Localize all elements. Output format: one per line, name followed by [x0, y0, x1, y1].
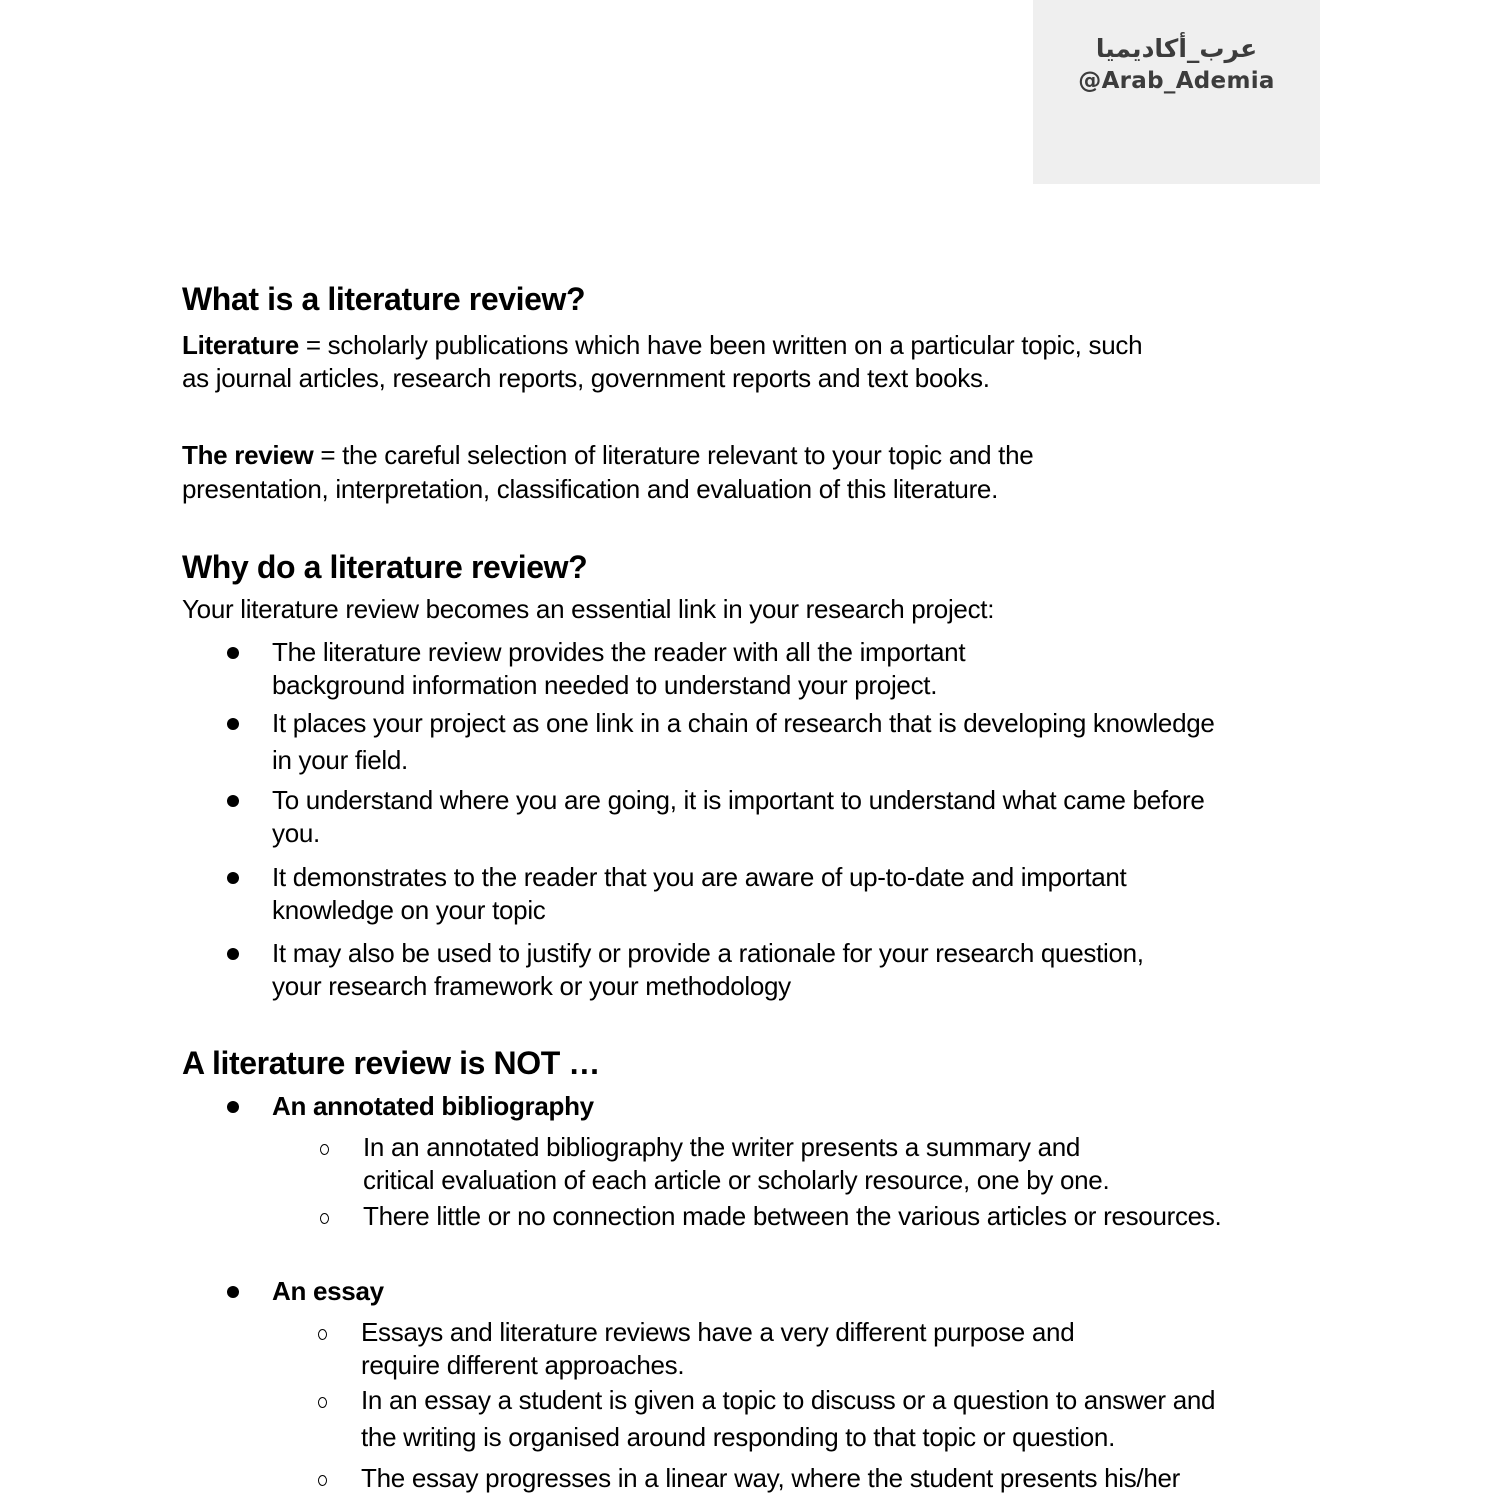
heading-why-do: Why do a literature review? [182, 549, 588, 585]
essay-title: An essay [272, 1276, 384, 1306]
bullet-icon [227, 718, 239, 730]
review-definition-line2: presentation, interpretation, classification and evaluation of this literature. [182, 474, 999, 504]
review-term: The review [182, 440, 314, 470]
review-definition-text: = the careful selection of literature relevant to your topic and the [313, 440, 1034, 470]
watermark-arabic-text: عرب_أكاديميا [1095, 34, 1258, 63]
literature-definition-line2: as journal articles, research reports, government reports and text books. [182, 363, 990, 393]
circle-bullet-icon [318, 1475, 327, 1486]
literature-definition-line1 [182, 329, 1142, 363]
review-definition-line1 [182, 439, 1033, 473]
why-intro: Your literature review becomes an essential link in your research project: [182, 594, 995, 624]
circle-bullet-icon [320, 1144, 329, 1155]
bullet-icon [227, 1101, 239, 1113]
literature-term: Literature [182, 330, 299, 360]
heading-not: A literature review is NOT … [182, 1045, 600, 1081]
annotated-bibliography-title: An annotated bibliography [272, 1091, 594, 1121]
bullet-icon [227, 647, 239, 659]
bullet-icon [227, 872, 239, 884]
heading-what-is: What is a literature review? [182, 281, 586, 317]
watermark-logo [1033, 0, 1320, 184]
bullet-icon [227, 948, 239, 960]
bullet-icon [227, 795, 239, 807]
circle-bullet-icon [318, 1329, 327, 1340]
literature-definition-text: = scholarly publications which have been written on a particular topic, such [298, 330, 1143, 360]
bullet-icon [227, 1286, 239, 1298]
watermark-handle: @Arab_Ademia [1078, 68, 1275, 94]
circle-bullet-icon [320, 1213, 329, 1224]
circle-bullet-icon [318, 1397, 327, 1408]
